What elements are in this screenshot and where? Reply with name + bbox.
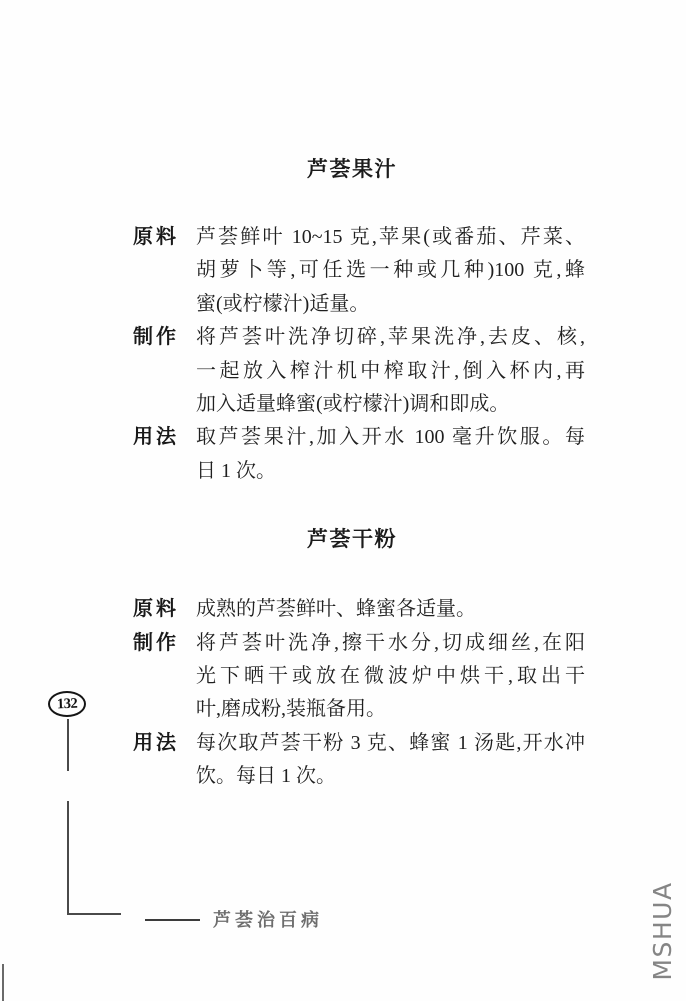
recipe-title-powder: 芦荟干粉 (307, 527, 397, 552)
text-line: 饮。每日 1 次。 (196, 765, 336, 788)
text-line: 芦荟鲜叶 10~15 克,苹果(或番茄、芹菜、 (196, 226, 585, 248)
leader-line-vertical-top (67, 719, 69, 771)
row-label: 用法 (133, 731, 179, 754)
row-text (196, 321, 585, 421)
text-line: 光下晒干或放在微波炉中烘干,取出干 (196, 664, 585, 687)
text-line: 将芦荟叶洗净,擦干水分,切成细丝,在阳 (196, 631, 585, 654)
row-label: 原料 (133, 598, 179, 621)
page-number-badge (48, 691, 86, 717)
recipe-row-usage (133, 421, 585, 488)
row-label: 原料 (133, 226, 179, 248)
row-text (196, 727, 585, 794)
footer-rule (145, 919, 200, 921)
recipe-row-preparation (133, 321, 585, 421)
text-line: 一起放入榨汁机中榨取汁,倒入杯内,再 (196, 359, 585, 382)
row-text (196, 593, 585, 626)
leader-line-vertical-bottom (67, 801, 69, 914)
text-line: 每次取芦荟干粉 3 克、蜂蜜 1 汤匙,开水冲 (196, 731, 585, 754)
scan-artifact-line (2, 964, 4, 1001)
recipe-body-powder (133, 593, 585, 793)
row-text (196, 221, 585, 321)
footer-book-title: 芦荟治百病 (213, 910, 323, 930)
row-label: 制作 (133, 631, 179, 654)
text-line: 日 1 次。 (196, 459, 276, 482)
text-line: 叶,磨成粉,装瓶备用。 (196, 698, 386, 721)
text-line: 胡萝卜等,可任选一种或几种)100 克,蜂 (196, 259, 585, 282)
page-content (133, 0, 585, 793)
recipe-body-juice (133, 221, 585, 488)
leader-line-corner (67, 913, 121, 915)
text-line: 加入适量蜂蜜(或柠檬汁)调和即成。 (196, 392, 510, 415)
row-label: 用法 (133, 426, 179, 449)
text-line: 将芦荟叶洗净切碎,苹果洗净,去皮、核, (196, 326, 585, 349)
recipe-row-ingredients (133, 221, 585, 321)
recipe-row-usage (133, 727, 585, 794)
recipe-row-preparation (133, 627, 585, 727)
row-label: 制作 (133, 326, 179, 349)
row-text (196, 421, 585, 488)
text-line: 取芦荟果汁,加入开水 100 毫升饮服。每 (196, 426, 585, 449)
text-line: 蜜(或柠檬汁)适量。 (196, 292, 370, 315)
page-number: 132 (56, 695, 78, 712)
recipe-title-juice: 芦荟果汁 (307, 157, 397, 181)
text-line: 成熟的芦荟鲜叶、蜂蜜各适量。 (196, 598, 476, 621)
watermark-text: MSHUA (648, 881, 677, 981)
row-text (196, 627, 585, 727)
recipe-row-ingredients (133, 593, 585, 626)
